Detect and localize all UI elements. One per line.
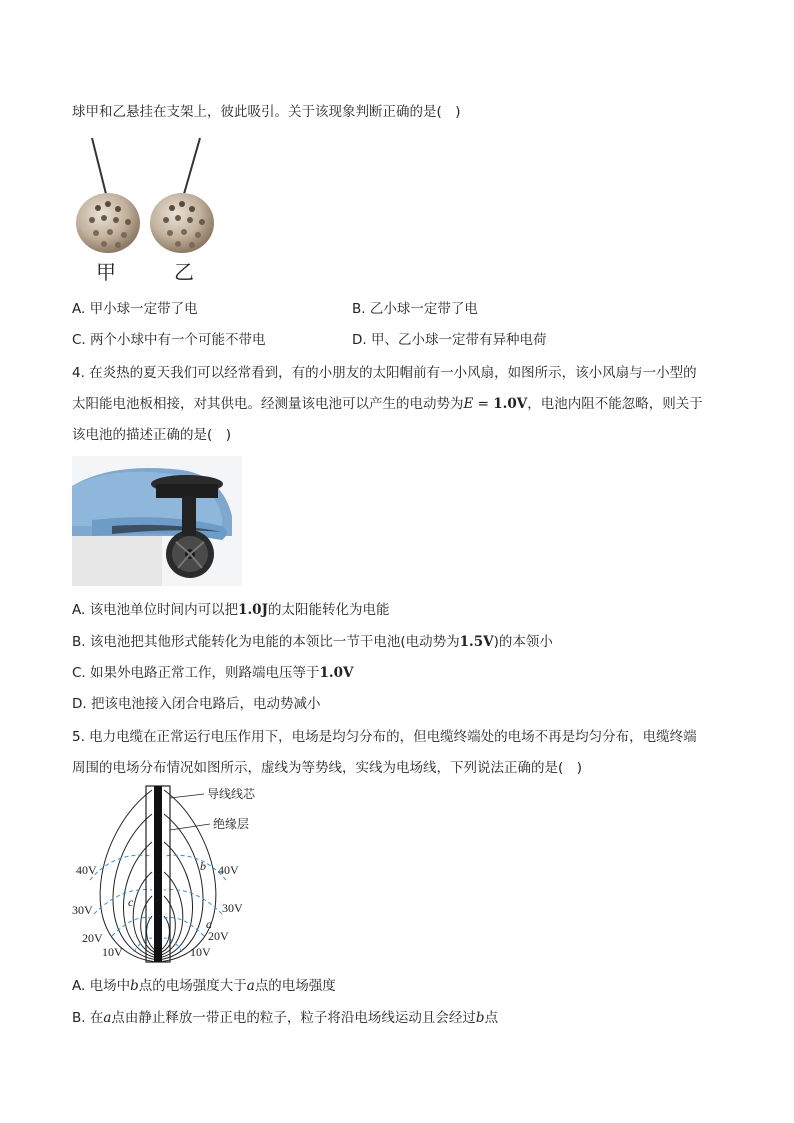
q5-option-b: B. 在a点由静止释放一带正电的粒子，粒子将沿电场线运动且会经过b点 [72,1010,499,1026]
right-string [184,138,200,194]
q3-option-d: D. 甲、乙小球一定带有异种电荷 [352,332,547,348]
label-point-a: a [206,917,212,931]
q4-stem-line2: 太阳能电池板相接，对其供电。经测量该电池可以产生的电动势为E = 1.0V，电池内阻不能忽略，则关于 [72,396,703,412]
q3-option-b: B. 乙小球一定带了电 [352,301,478,317]
q3-option-a: A. 甲小球一定带了电 [72,301,198,317]
label-insulation: 绝缘层 [213,817,250,831]
q3-option-c: C. 两个小球中有一个可能不带电 [72,332,266,348]
q4-option-a: A. 该电池单位时间内可以把1.0J的太阳能转化为电能 [72,602,390,618]
label-right-20v: 20V [208,929,229,943]
q4-stem-line3: 该电池的描述正确的是( ) [72,427,232,443]
q4-option-b: B. 该电池把其他形式能转化为电能的本领比一节干电池(电动势为1.5V)的本领小 [72,634,553,650]
label-yi: 乙 [174,260,194,284]
label-left-30v: 30V [72,903,93,917]
label-left-20v: 20V [82,931,103,945]
q3-stem: 球甲和乙悬挂在支架上，彼此吸引。关于该现象判断正确的是( ) [72,104,461,120]
q5-stem-line2: 周围的电场分布情况如图所示，虚线为等势线，实线为电场线，下列说法正确的是( ) [72,760,583,776]
label-left-10v: 10V [102,945,123,959]
label-right-10v: 10V [190,945,211,959]
label-right-30v: 30V [222,901,243,915]
q5-stem-line1: 5. 电力电缆在正常运行电压作用下，电场是均匀分布的，但电缆终端处的电场不再是均匀分布，电缆终端 [72,729,697,745]
label-left-40v: 40V [76,863,97,877]
q4-option-d: D. 把该电池接入闭合电路后，电动势减小 [72,696,321,712]
ball-yi [150,193,214,253]
cable-field-figure [72,784,302,968]
label-point-c: c [128,895,134,909]
label-jia: 甲 [96,260,116,284]
label-right-40v: 40V [218,863,239,877]
ball-jia [76,193,140,253]
q4-option-c: C. 如果外电路正常工作，则路端电压等于1.0V [72,665,354,681]
hanging-balls-figure [72,136,222,286]
label-point-b: b [200,859,206,873]
label-core: 导线线芯 [207,787,256,801]
core-conductor [154,786,162,962]
q4-stem-line1: 4. 在炎热的夏天我们可以经常看到，有的小朋友的太阳帽前有一小风扇，如图所示，该小风扇与一小型的 [72,365,697,381]
solar-cap-fan-photo [72,456,242,586]
left-string [92,138,106,194]
q5-option-a: A. 电场中b点的电场强度大于a点的电场强度 [72,978,336,994]
